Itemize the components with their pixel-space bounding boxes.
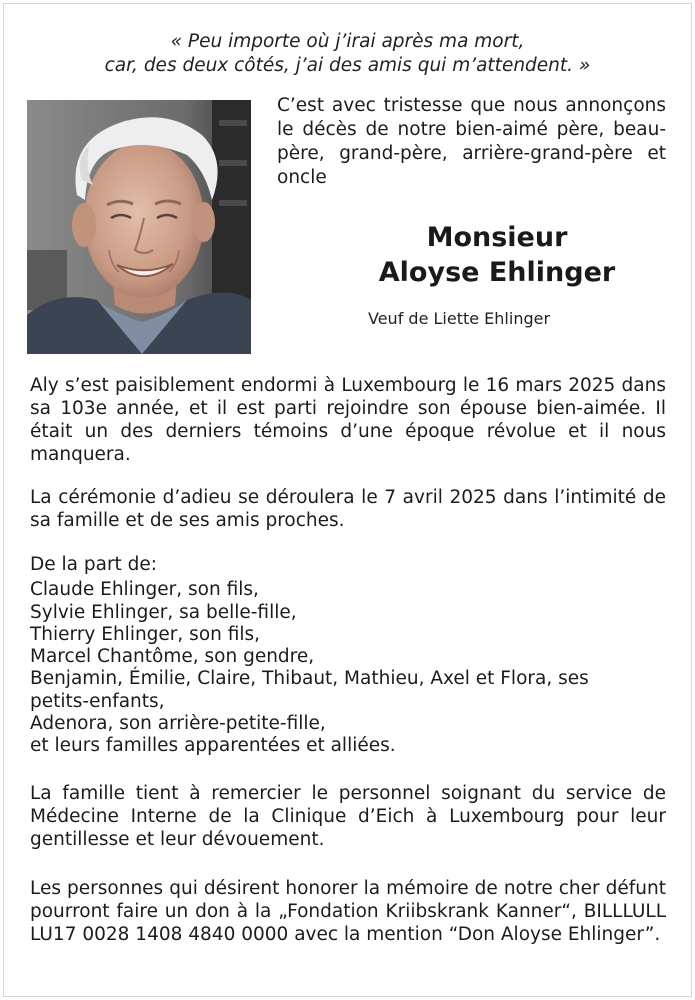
name-title: Monsieur <box>426 222 568 253</box>
donation-paragraph: Les personnes qui désirent honorer la mémoire de notre cher défunt pourront faire un don à la „Fondation Kriibskrank Kanner“, BILLLULL LU17 0028 1408 4840 0000 avec la mention “Don Aloyse Ehlinger”. <box>30 878 666 945</box>
family-member: Claude Ehlinger, son fils, <box>30 579 259 601</box>
name-full: Aloyse Ehlinger <box>378 257 616 288</box>
family-heading: De la part de: <box>30 554 158 575</box>
family-member: Sylvie Ehlinger, sa belle-fille, <box>30 601 297 623</box>
family-member: Benjamin, Émilie, Claire, Thibaut, Mathieu, Axel et Flora, ses <box>30 668 589 690</box>
ceremony-paragraph: La cérémonie d’adieu se déroulera le 7 avril 2025 dans l’intimité de sa famille et de ses amis proches. <box>30 487 666 531</box>
family-member: Marcel Chantôme, son gendre, <box>30 646 315 668</box>
epigraph-quote <box>0 30 695 78</box>
thanks-paragraph: La famille tient à remercier le personnel soignant du service de Médecine Interne de la Clinique d’Eich à Luxembourg pour leur gentillesse et leur dévouement. <box>30 783 666 850</box>
deceased-name <box>330 220 664 290</box>
death-paragraph: Aly s’est paisiblement endormi à Luxembourg le 16 mars 2025 dans sa 103e année, et il est parti rejoindre son épouse bien-aimée. Il était un des derniers témoins d’une époque révolue et il nous manquera. <box>30 375 666 465</box>
quote-line-2: car, des deux côtés, j’ai des amis qui m’attendent. » <box>104 55 591 76</box>
portrait-photo <box>27 100 251 354</box>
quote-line-1: « Peu importe où j’irai après ma mort, <box>170 31 525 52</box>
portrait-illustration <box>27 100 251 354</box>
family-member: petits-enfants, <box>30 690 165 712</box>
family-member: et leurs familles apparentées et alliées. <box>30 735 396 757</box>
family-list <box>30 554 666 758</box>
family-member: Thierry Ehlinger, son fils, <box>30 623 261 645</box>
widow-of-line: Veuf de Liette Ehlinger <box>368 309 551 328</box>
announcement-intro: C’est avec tristesse que nous annonçons le décès de notre bien-aimé père, beau-père, grand-père, arrière-grand-père et oncle <box>277 95 666 188</box>
family-member: Adenora, son arrière-petite-fille, <box>30 713 326 735</box>
